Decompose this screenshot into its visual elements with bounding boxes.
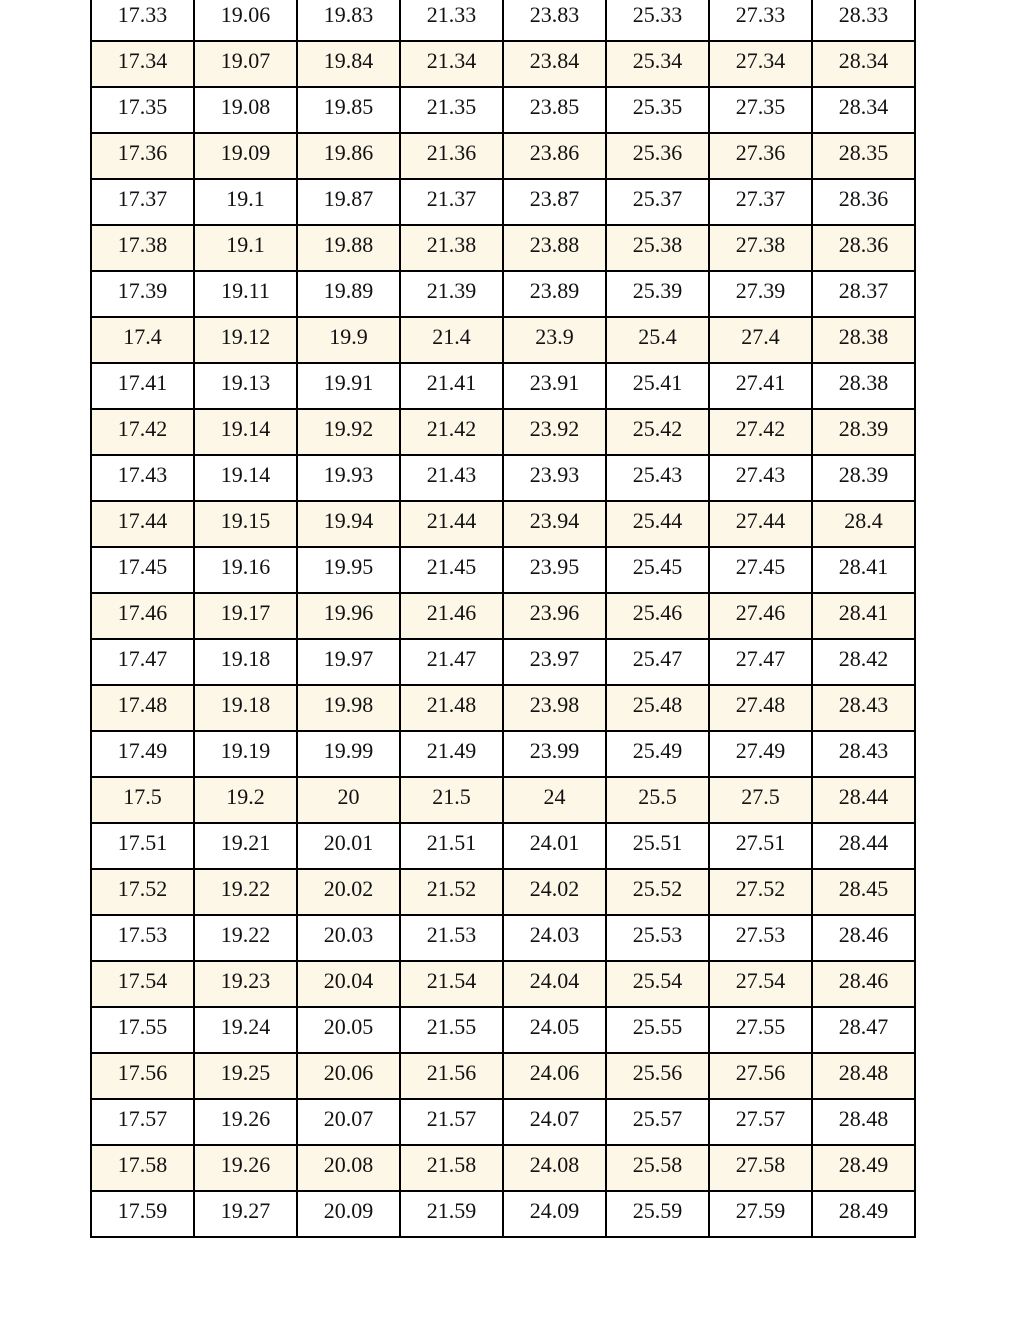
table-cell: 25.41 xyxy=(606,363,709,409)
table-cell: 25.55 xyxy=(606,1007,709,1053)
table-cell: 27.46 xyxy=(709,593,812,639)
table-cell: 27.58 xyxy=(709,1145,812,1191)
table-cell: 19.26 xyxy=(194,1099,297,1145)
table-cell: 19.22 xyxy=(194,869,297,915)
table-cell: 23.89 xyxy=(503,271,606,317)
table-cell: 17.46 xyxy=(91,593,194,639)
table-cell: 19.16 xyxy=(194,547,297,593)
table-cell: 19.22 xyxy=(194,915,297,961)
table-cell: 24 xyxy=(503,777,606,823)
table-cell: 28.48 xyxy=(812,1099,915,1145)
table-cell: 17.35 xyxy=(91,87,194,133)
table-cell: 17.5 xyxy=(91,777,194,823)
table-row xyxy=(91,731,915,777)
table-cell: 17.38 xyxy=(91,225,194,271)
table-cell: 20.06 xyxy=(297,1053,400,1099)
table-cell: 23.95 xyxy=(503,547,606,593)
table-cell: 17.53 xyxy=(91,915,194,961)
table-cell: 19.92 xyxy=(297,409,400,455)
table-cell: 19.99 xyxy=(297,731,400,777)
table-cell: 21.43 xyxy=(400,455,503,501)
table-cell: 28.41 xyxy=(812,593,915,639)
table-cell: 19.91 xyxy=(297,363,400,409)
table-row xyxy=(91,179,915,225)
table-cell: 20.05 xyxy=(297,1007,400,1053)
table-cell: 27.53 xyxy=(709,915,812,961)
table-cell: 17.37 xyxy=(91,179,194,225)
table-cell: 17.33 xyxy=(91,0,194,41)
table-cell: 28.44 xyxy=(812,777,915,823)
table-cell: 19.2 xyxy=(194,777,297,823)
table-cell: 21.56 xyxy=(400,1053,503,1099)
table-cell: 27.44 xyxy=(709,501,812,547)
table-cell: 17.43 xyxy=(91,455,194,501)
table-cell: 19.12 xyxy=(194,317,297,363)
table-cell: 21.33 xyxy=(400,0,503,41)
table-cell: 23.99 xyxy=(503,731,606,777)
table-cell: 27.47 xyxy=(709,639,812,685)
table-row xyxy=(91,133,915,179)
table-cell: 25.53 xyxy=(606,915,709,961)
table-cell: 19.98 xyxy=(297,685,400,731)
table-cell: 21.46 xyxy=(400,593,503,639)
table-cell: 27.55 xyxy=(709,1007,812,1053)
table-cell: 19.08 xyxy=(194,87,297,133)
table-cell: 19.96 xyxy=(297,593,400,639)
table-row xyxy=(91,1145,915,1191)
table-cell: 23.92 xyxy=(503,409,606,455)
table-cell: 24.01 xyxy=(503,823,606,869)
table-cell: 28.36 xyxy=(812,179,915,225)
table-cell: 25.44 xyxy=(606,501,709,547)
table-cell: 23.88 xyxy=(503,225,606,271)
table-cell: 25.48 xyxy=(606,685,709,731)
table-cell: 27.57 xyxy=(709,1099,812,1145)
table-cell: 28.46 xyxy=(812,915,915,961)
table-cell: 21.39 xyxy=(400,271,503,317)
table-cell: 21.34 xyxy=(400,41,503,87)
table-cell: 19.85 xyxy=(297,87,400,133)
table-cell: 17.39 xyxy=(91,271,194,317)
table-cell: 20.08 xyxy=(297,1145,400,1191)
table-cell: 28.46 xyxy=(812,961,915,1007)
table-cell: 24.04 xyxy=(503,961,606,1007)
table-cell: 17.51 xyxy=(91,823,194,869)
table-cell: 20.04 xyxy=(297,961,400,1007)
table-cell: 21.54 xyxy=(400,961,503,1007)
table-row xyxy=(91,777,915,823)
table-cell: 25.42 xyxy=(606,409,709,455)
table-cell: 21.51 xyxy=(400,823,503,869)
table-row xyxy=(91,409,915,455)
table-cell: 21.47 xyxy=(400,639,503,685)
table-cell: 19.09 xyxy=(194,133,297,179)
table-cell: 23.94 xyxy=(503,501,606,547)
table-row xyxy=(91,1007,915,1053)
table-cell: 27.49 xyxy=(709,731,812,777)
table-row xyxy=(91,593,915,639)
table-cell: 24.07 xyxy=(503,1099,606,1145)
table-cell: 19.88 xyxy=(297,225,400,271)
table-cell: 23.93 xyxy=(503,455,606,501)
table-cell: 20.09 xyxy=(297,1191,400,1237)
table-cell: 28.43 xyxy=(812,685,915,731)
table-row xyxy=(91,915,915,961)
table-cell: 17.48 xyxy=(91,685,194,731)
table-row xyxy=(91,271,915,317)
table-cell: 28.38 xyxy=(812,317,915,363)
table-cell: 27.45 xyxy=(709,547,812,593)
table-cell: 28.42 xyxy=(812,639,915,685)
table-cell: 27.59 xyxy=(709,1191,812,1237)
table-row xyxy=(91,317,915,363)
table-cell: 19.17 xyxy=(194,593,297,639)
table-cell: 25.35 xyxy=(606,87,709,133)
table-cell: 19.1 xyxy=(194,179,297,225)
table-row xyxy=(91,961,915,1007)
table-cell: 19.14 xyxy=(194,455,297,501)
table-row xyxy=(91,501,915,547)
table-cell: 25.38 xyxy=(606,225,709,271)
table-cell: 28.34 xyxy=(812,41,915,87)
table-cell: 21.49 xyxy=(400,731,503,777)
table-cell: 21.4 xyxy=(400,317,503,363)
table-cell: 17.55 xyxy=(91,1007,194,1053)
table-cell: 28.39 xyxy=(812,409,915,455)
table-cell: 24.05 xyxy=(503,1007,606,1053)
table-cell: 25.51 xyxy=(606,823,709,869)
table-cell: 19.06 xyxy=(194,0,297,41)
table-cell: 28.33 xyxy=(812,0,915,41)
data-table xyxy=(90,0,916,1238)
table-cell: 17.52 xyxy=(91,869,194,915)
table-cell: 24.09 xyxy=(503,1191,606,1237)
table-cell: 20 xyxy=(297,777,400,823)
table-cell: 19.97 xyxy=(297,639,400,685)
table-cell: 21.45 xyxy=(400,547,503,593)
table-cell: 17.42 xyxy=(91,409,194,455)
table-cell: 28.41 xyxy=(812,547,915,593)
table-cell: 19.15 xyxy=(194,501,297,547)
table-cell: 27.38 xyxy=(709,225,812,271)
table-cell: 25.36 xyxy=(606,133,709,179)
table-cell: 23.85 xyxy=(503,87,606,133)
table-row xyxy=(91,1053,915,1099)
data-table-body xyxy=(91,0,915,1237)
table-cell: 28.34 xyxy=(812,87,915,133)
table-cell: 20.03 xyxy=(297,915,400,961)
table-cell: 25.46 xyxy=(606,593,709,639)
table-row xyxy=(91,363,915,409)
table-cell: 24.06 xyxy=(503,1053,606,1099)
table-row xyxy=(91,87,915,133)
table-cell: 28.49 xyxy=(812,1191,915,1237)
table-cell: 23.91 xyxy=(503,363,606,409)
table-cell: 21.37 xyxy=(400,179,503,225)
table-cell: 27.48 xyxy=(709,685,812,731)
table-cell: 28.35 xyxy=(812,133,915,179)
table-cell: 28.45 xyxy=(812,869,915,915)
table-cell: 19.94 xyxy=(297,501,400,547)
table-cell: 17.45 xyxy=(91,547,194,593)
table-cell: 24.08 xyxy=(503,1145,606,1191)
table-cell: 19.25 xyxy=(194,1053,297,1099)
table-cell: 27.36 xyxy=(709,133,812,179)
table-cell: 17.59 xyxy=(91,1191,194,1237)
table-cell: 28.47 xyxy=(812,1007,915,1053)
table-cell: 23.97 xyxy=(503,639,606,685)
table-cell: 19.87 xyxy=(297,179,400,225)
table-cell: 17.44 xyxy=(91,501,194,547)
table-cell: 25.4 xyxy=(606,317,709,363)
table-cell: 19.89 xyxy=(297,271,400,317)
table-cell: 19.1 xyxy=(194,225,297,271)
table-cell: 21.38 xyxy=(400,225,503,271)
table-cell: 28.44 xyxy=(812,823,915,869)
table-cell: 28.4 xyxy=(812,501,915,547)
table-cell: 19.18 xyxy=(194,639,297,685)
table-cell: 25.47 xyxy=(606,639,709,685)
table-cell: 17.34 xyxy=(91,41,194,87)
table-cell: 25.49 xyxy=(606,731,709,777)
table-cell: 27.51 xyxy=(709,823,812,869)
table-cell: 23.84 xyxy=(503,41,606,87)
table-cell: 20.07 xyxy=(297,1099,400,1145)
table-cell: 25.34 xyxy=(606,41,709,87)
table-cell: 25.37 xyxy=(606,179,709,225)
table-cell: 17.41 xyxy=(91,363,194,409)
table-cell: 21.41 xyxy=(400,363,503,409)
table-cell: 25.57 xyxy=(606,1099,709,1145)
table-cell: 19.93 xyxy=(297,455,400,501)
table-cell: 27.56 xyxy=(709,1053,812,1099)
table-cell: 21.52 xyxy=(400,869,503,915)
table-cell: 27.39 xyxy=(709,271,812,317)
table-cell: 23.96 xyxy=(503,593,606,639)
table-cell: 19.13 xyxy=(194,363,297,409)
table-cell: 25.56 xyxy=(606,1053,709,1099)
table-row xyxy=(91,639,915,685)
table-cell: 24.03 xyxy=(503,915,606,961)
table-cell: 19.11 xyxy=(194,271,297,317)
table-cell: 28.36 xyxy=(812,225,915,271)
table-cell: 19.95 xyxy=(297,547,400,593)
table-row xyxy=(91,1099,915,1145)
table-row xyxy=(91,1191,915,1237)
table-cell: 28.43 xyxy=(812,731,915,777)
table-cell: 19.83 xyxy=(297,0,400,41)
table-cell: 17.47 xyxy=(91,639,194,685)
table-cell: 27.41 xyxy=(709,363,812,409)
table-row xyxy=(91,685,915,731)
table-cell: 28.39 xyxy=(812,455,915,501)
table-cell: 25.39 xyxy=(606,271,709,317)
table-cell: 21.5 xyxy=(400,777,503,823)
table-cell: 19.23 xyxy=(194,961,297,1007)
table-cell: 23.83 xyxy=(503,0,606,41)
table-cell: 25.33 xyxy=(606,0,709,41)
table-cell: 19.07 xyxy=(194,41,297,87)
table-cell: 25.58 xyxy=(606,1145,709,1191)
table-cell: 20.01 xyxy=(297,823,400,869)
table-cell: 17.57 xyxy=(91,1099,194,1145)
table-cell: 19.9 xyxy=(297,317,400,363)
table-cell: 17.58 xyxy=(91,1145,194,1191)
table-cell: 25.52 xyxy=(606,869,709,915)
table-cell: 27.35 xyxy=(709,87,812,133)
table-row xyxy=(91,455,915,501)
table-cell: 28.49 xyxy=(812,1145,915,1191)
table-cell: 28.37 xyxy=(812,271,915,317)
table-row xyxy=(91,225,915,271)
table-cell: 21.57 xyxy=(400,1099,503,1145)
table-cell: 21.44 xyxy=(400,501,503,547)
table-cell: 23.98 xyxy=(503,685,606,731)
table-cell: 19.86 xyxy=(297,133,400,179)
table-cell: 25.54 xyxy=(606,961,709,1007)
table-cell: 25.43 xyxy=(606,455,709,501)
table-cell: 21.42 xyxy=(400,409,503,455)
table-cell: 27.33 xyxy=(709,0,812,41)
table-row xyxy=(91,41,915,87)
table-cell: 21.53 xyxy=(400,915,503,961)
table-row xyxy=(91,0,915,41)
table-cell: 25.59 xyxy=(606,1191,709,1237)
table-cell: 19.24 xyxy=(194,1007,297,1053)
table-cell: 19.26 xyxy=(194,1145,297,1191)
table-cell: 17.56 xyxy=(91,1053,194,1099)
table-cell: 27.4 xyxy=(709,317,812,363)
table-cell: 17.54 xyxy=(91,961,194,1007)
table-cell: 28.38 xyxy=(812,363,915,409)
table-cell: 21.48 xyxy=(400,685,503,731)
table-cell: 21.58 xyxy=(400,1145,503,1191)
table-cell: 25.45 xyxy=(606,547,709,593)
table-cell: 21.55 xyxy=(400,1007,503,1053)
table-row xyxy=(91,547,915,593)
table-cell: 27.43 xyxy=(709,455,812,501)
table-cell: 23.86 xyxy=(503,133,606,179)
table-cell: 19.21 xyxy=(194,823,297,869)
table-cell: 17.36 xyxy=(91,133,194,179)
table-cell: 21.35 xyxy=(400,87,503,133)
table-row xyxy=(91,823,915,869)
table-cell: 27.42 xyxy=(709,409,812,455)
table-cell: 19.27 xyxy=(194,1191,297,1237)
table-cell: 27.54 xyxy=(709,961,812,1007)
table-cell: 19.14 xyxy=(194,409,297,455)
table-cell: 24.02 xyxy=(503,869,606,915)
table-cell: 28.48 xyxy=(812,1053,915,1099)
table-cell: 19.18 xyxy=(194,685,297,731)
table-cell: 27.52 xyxy=(709,869,812,915)
table-cell: 20.02 xyxy=(297,869,400,915)
table-cell: 27.5 xyxy=(709,777,812,823)
table-cell: 23.87 xyxy=(503,179,606,225)
table-cell: 27.37 xyxy=(709,179,812,225)
table-cell: 27.34 xyxy=(709,41,812,87)
table-cell: 25.5 xyxy=(606,777,709,823)
table-row xyxy=(91,869,915,915)
table-cell: 21.36 xyxy=(400,133,503,179)
table-cell: 21.59 xyxy=(400,1191,503,1237)
table-cell: 19.19 xyxy=(194,731,297,777)
table-cell: 17.4 xyxy=(91,317,194,363)
table-cell: 17.49 xyxy=(91,731,194,777)
table-cell: 23.9 xyxy=(503,317,606,363)
table-cell: 19.84 xyxy=(297,41,400,87)
